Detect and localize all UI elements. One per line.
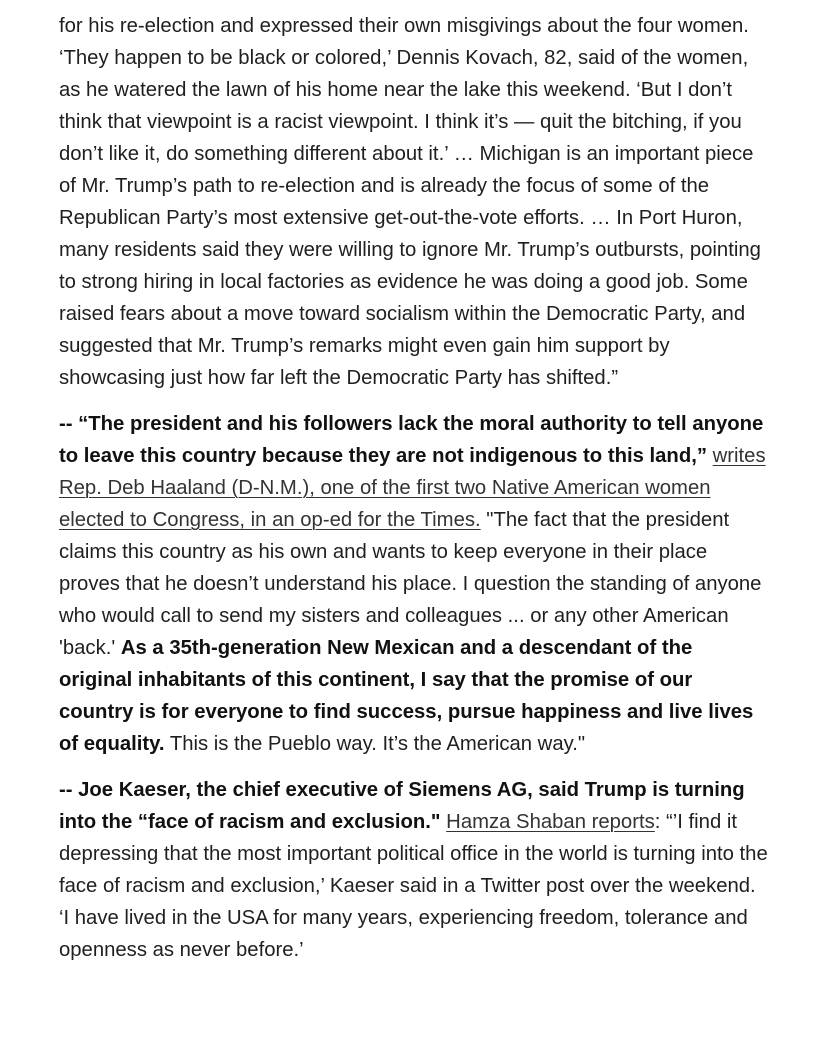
haaland-closing-text: This is the Pueblo way. It’s the American way." [164,733,586,755]
bold-lead-kaeser: -- Joe Kaeser, the chief executive of Siemens AG, said Trump is turning into the “face of racism and exclusion." [59,779,745,833]
kaeser-quote-text: : “’I find it depressing that the most important political office in the world is turning into the face of racism and exclusion,’ Kaeser said in a Twitter post over the weekend. ‘I have lived in the USA for many years, experiencing freedom, tolerance and openness as never before.’ [59,811,768,961]
paragraph-michigan-voters [59,10,769,394]
shaban-report-link[interactable]: Hamza Shaban reports [446,811,655,833]
paragraph-text: for his re-election and expressed their own misgivings about the four women. ‘They happen to be black or colored,’ Dennis Kovach, 82, said of the women, as he watered the lawn of his home near the lake this weekend. ‘But I don’t think that viewpoint is a racist viewpoint. I think it’s — quit the bitching, if you don’t like it, do something different about it.’ … Michigan is an important piece of Mr. Trump’s path to re-election and is already the focus of some of the Republican Party’s most extensive get-out-the-vote efforts. … In Port Huron, many residents said they were willing to ignore Mr. Trump’s outbursts, pointing to strong hiring in local factories as evidence he was doing a good job. Some raised fears about a move toward socialism within the Democratic Party, and suggested that Mr. Trump’s remarks might even gain him support by showcasing just how far left the Democratic Party has shifted.” [59,15,761,389]
article-body [59,10,769,980]
bold-lead-haaland: -- “The president and his followers lack the moral authority to tell anyone to leave this country because they are not indigenous to this land,” [59,413,764,467]
haaland-quote-text: "The fact that the president claims this country as his own and wants to keep everyone in their place proves that he doesn’t understand his place. I question the standing of anyone who would call to send my sisters and colleagues ... or any other American 'back.' [59,509,762,659]
haaland-op-ed-link[interactable]: writes Rep. Deb Haaland (D-N.M.), one of the first two Native American women elected to Congress, in an op-ed for the Times. [59,445,766,531]
paragraph-haaland-quote [59,408,769,760]
paragraph-kaeser-quote [59,774,769,966]
bold-haaland-statement: As a 35th-generation New Mexican and a descendant of the original inhabitants of this continent, I say that the promise of our country is for everyone to find success, pursue happiness and live lives of equality. [59,637,754,755]
